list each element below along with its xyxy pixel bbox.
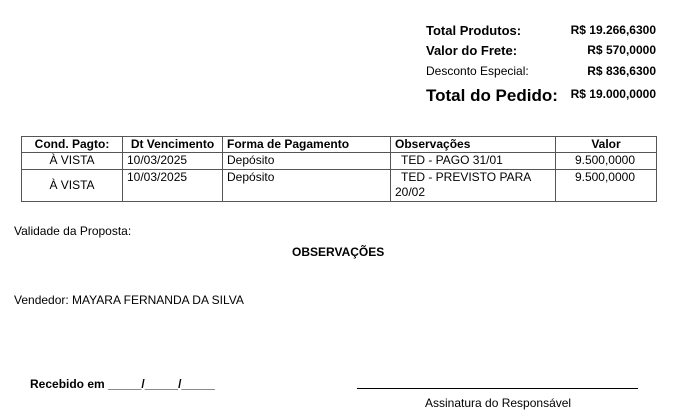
vendedor-label: Vendedor: MAYARA FERNANDA DA SILVA bbox=[14, 293, 244, 307]
validade-proposta-label: Validade da Proposta: bbox=[14, 224, 132, 238]
cell-cond: À VISTA bbox=[22, 153, 123, 170]
header-forma-pagamento: Forma de Pagamento bbox=[223, 137, 391, 153]
table-row bbox=[22, 170, 657, 202]
cell-vencimento: 10/03/2025 bbox=[123, 153, 223, 170]
header-valor: Valor bbox=[556, 137, 657, 153]
observacoes-title: OBSERVAÇÕES bbox=[292, 245, 385, 259]
total-pedido-value: R$ 19.000,0000 bbox=[570, 87, 656, 101]
cell-valor: 9.500,0000 bbox=[556, 170, 657, 202]
total-pedido-label: Total do Pedido: bbox=[426, 86, 558, 105]
recebido-em-label: Recebido em _____/_____/_____ bbox=[30, 377, 215, 391]
header-dt-vencimento: Dt Vencimento bbox=[123, 137, 223, 153]
payments-table bbox=[21, 136, 657, 202]
table-header-row bbox=[22, 137, 657, 153]
valor-frete-value: R$ 570,0000 bbox=[587, 43, 656, 57]
cell-observacoes: TED - PREVISTO PARA 20/02 bbox=[391, 170, 556, 202]
cell-forma: Depósito bbox=[223, 170, 391, 202]
signature-line bbox=[357, 388, 638, 389]
cell-vencimento: 10/03/2025 bbox=[123, 170, 223, 202]
desconto-especial-value: R$ 836,6300 bbox=[587, 64, 656, 78]
total-produtos-label: Total Produtos: bbox=[426, 23, 522, 38]
header-observacoes: Observações bbox=[391, 137, 556, 153]
cell-cond: À VISTA bbox=[22, 170, 123, 202]
cell-forma: Depósito bbox=[223, 153, 391, 170]
cell-observacoes: TED - PAGO 31/01 bbox=[391, 153, 556, 170]
total-produtos-value: R$ 19.266,6300 bbox=[570, 23, 656, 37]
cell-valor: 9.500,0000 bbox=[556, 153, 657, 170]
valor-frete-label: Valor do Frete: bbox=[426, 43, 518, 58]
assinatura-label: Assinatura do Responsável bbox=[425, 396, 572, 410]
header-cond-pagto: Cond. Pagto: bbox=[22, 137, 123, 153]
desconto-especial-label: Desconto Especial: bbox=[426, 64, 529, 78]
table-row bbox=[22, 153, 657, 170]
